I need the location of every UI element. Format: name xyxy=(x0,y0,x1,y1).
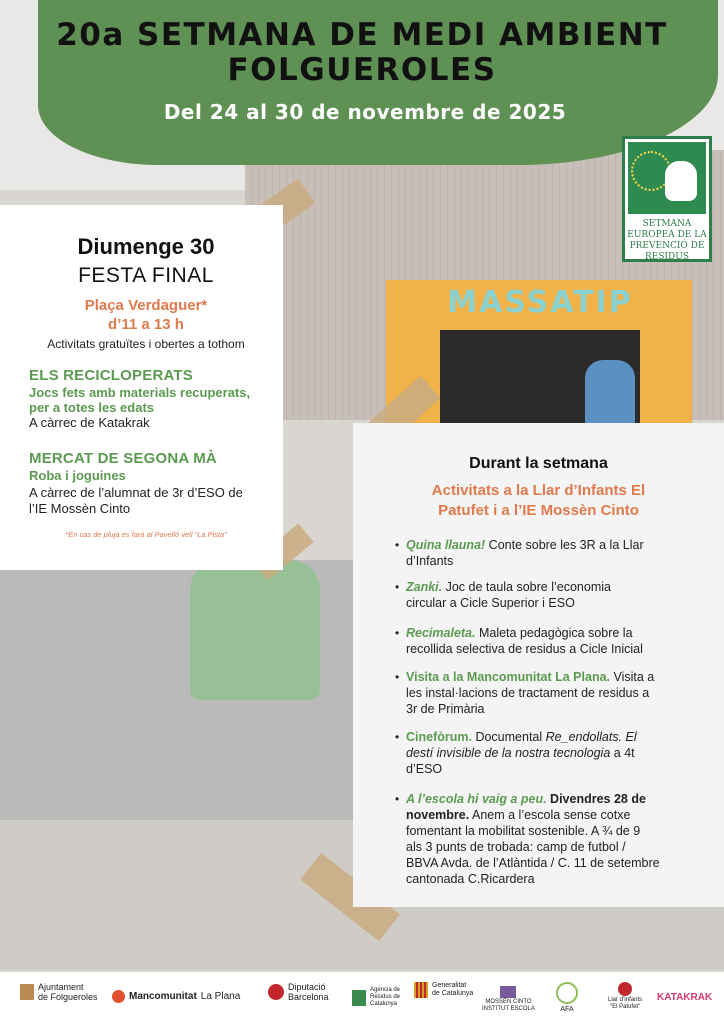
afa-logo-icon xyxy=(556,982,578,1004)
hand-ok-icon xyxy=(665,161,697,201)
activity-text: 3r de Primària xyxy=(406,702,485,716)
week-subtitle-line: Patufet i a l’IE Mossèn Cinto xyxy=(438,502,639,519)
sponsor-line: Diputació xyxy=(288,982,326,992)
sponsor-line: de Folgueroles xyxy=(38,992,98,1002)
activity-text: Joc de taula sobre l’economia xyxy=(442,580,611,594)
sponsor-llar-infants xyxy=(608,982,642,1011)
sponsor-line: Generalitat xyxy=(432,982,467,989)
activity-italic: Re_endollats. El xyxy=(545,730,637,744)
sponsor-line: KATAKRAK xyxy=(657,992,713,1003)
sponsor-line: Ajuntament xyxy=(38,982,84,992)
sponsor-line: Barcelona xyxy=(288,992,329,1002)
generalitat-logo-icon xyxy=(414,982,428,998)
activity-item xyxy=(395,537,706,569)
body-line: l’IE Mossèn Cinto xyxy=(29,501,131,516)
sunday-place-time xyxy=(0,296,292,334)
activity-text: Visita a xyxy=(610,670,655,684)
sunday-note: Activitats gratuïtes i obertes a tothom xyxy=(47,337,245,351)
sponsor-line: Agència de xyxy=(370,987,401,993)
sponsor-afa xyxy=(556,982,578,1015)
sponsor-line: Catalunya xyxy=(370,1001,398,1007)
sponsor-line: Mancomunitat xyxy=(129,990,197,1002)
event-dates: Del 24 al 30 de novembre de 2025 xyxy=(163,100,567,124)
coat-of-arms-icon xyxy=(20,984,34,1000)
week-title: Durant la setmana xyxy=(469,455,608,472)
activity-name: A l’escola hi vaig a peu. xyxy=(406,792,547,806)
activity-item xyxy=(395,579,706,611)
sponsor-agencia xyxy=(352,987,400,1008)
activity-text: Anem a l’escola sense cotxe xyxy=(469,808,631,822)
sponsor-mossen-cinto xyxy=(482,986,535,1013)
activity-item xyxy=(395,625,706,657)
section-subtitle-reciclopera xyxy=(29,385,250,415)
sponsor-line: MOSSÈN CINTO xyxy=(485,999,532,1005)
sponsor-line: AFA xyxy=(560,1006,574,1013)
activity-text: cantonada C.Ricardera xyxy=(406,872,535,886)
sponsor-line: Llar d'Infants xyxy=(608,997,643,1003)
mossen-cinto-logo-icon xyxy=(500,986,516,998)
activity-text: als 3 punts de trobada: camp de futbol / xyxy=(406,840,626,854)
activity-italic: destí invisible de la nostra tecnologia xyxy=(406,746,611,760)
activity-item xyxy=(395,669,706,717)
section-body-reciclopera: A càrrec de Katakrak xyxy=(29,415,150,430)
sunday-time: d’11 a 13 h xyxy=(108,316,184,333)
patufet-logo-icon xyxy=(618,982,632,996)
activity-name: Recimaleta. xyxy=(406,626,476,640)
week-subtitle xyxy=(353,481,724,521)
sponsor-generalitat xyxy=(414,982,473,998)
activity-item xyxy=(395,791,706,887)
sponsor-line: La Plana xyxy=(200,990,241,1002)
subtitle-line: Jocs fets amb materials recuperats, xyxy=(29,385,251,400)
activity-text: d’Infants xyxy=(406,554,454,568)
title-line-2: FOLGUEROLES xyxy=(227,52,497,88)
activity-text: les instal·lacions de tractament de residus a xyxy=(406,686,650,700)
poster-title xyxy=(0,18,724,88)
rain-note: *En cas de pluja es farà al Pavelló vell “La Pista” xyxy=(65,530,227,539)
sponsor-diputacio xyxy=(268,982,329,1002)
activity-text: Conte sobre les 3R a la Llar xyxy=(485,538,644,552)
bullet-icon: • xyxy=(395,626,400,640)
sponsor-line: de Catalunya xyxy=(432,990,474,997)
week-subtitle-line: Activitats a la Llar d’Infants El xyxy=(431,482,646,499)
sunday-place: Plaça Verdaguer* xyxy=(84,297,208,314)
activity-text: Documental xyxy=(471,730,546,744)
bullet-icon: • xyxy=(395,580,400,594)
activity-item xyxy=(395,729,706,777)
eu-week-logo xyxy=(622,136,712,262)
sponsor-katakrak xyxy=(657,993,712,1003)
sponsor-line: INSTITUT ESCOLA xyxy=(482,1006,535,1012)
section-body-mercat xyxy=(29,485,243,517)
section-subtitle-mercat: Roba i joguines xyxy=(29,468,126,483)
activity-text: recollida selectiva de residus a Cicle Inicial xyxy=(406,642,643,656)
sponsor-line: "El Patufet" xyxy=(609,1004,641,1010)
agencia-logo-icon xyxy=(352,990,366,1006)
sunday-event: FESTA FINAL xyxy=(78,264,214,287)
bullet-icon: • xyxy=(395,670,400,684)
title-line-1: 20a SETMANA DE MEDI AMBIENT xyxy=(56,17,668,53)
activity-bold: Divendres 28 de xyxy=(546,792,646,806)
activity-text: d’ESO xyxy=(406,762,443,776)
sponsor-mancomunitat xyxy=(112,990,240,1003)
activity-text: Maleta pedagògica sobre la xyxy=(475,626,633,640)
activity-text: fomentant la mobilitat sostenible. A ¾ de 9 xyxy=(406,824,641,838)
subtitle-line: per a totes les edats xyxy=(29,400,154,415)
activity-name: Cinefòrum. xyxy=(406,730,472,744)
sponsor-ajuntament xyxy=(20,982,98,1002)
bullet-icon: • xyxy=(395,730,400,744)
activity-name: Visita a la Mancomunitat La Plana. xyxy=(406,670,610,684)
activity-name: Quina llauna! xyxy=(406,538,486,552)
activity-bold: novembre. xyxy=(406,808,470,822)
activity-text: BBVA Avda. de l’Atlàntida / C. 11 de setembre xyxy=(406,856,660,870)
sunday-day: Diumenge 30 xyxy=(77,234,215,259)
bg-person-green xyxy=(190,560,320,700)
mancomunitat-logo-icon xyxy=(112,990,125,1003)
section-title-reciclopera: ELS RECICLOPERATS xyxy=(29,367,193,384)
bg-performer xyxy=(585,360,635,426)
logo-text: SETMANA EUROPEA DE LA PREVENCIÓ DE RESIDUS xyxy=(627,219,707,262)
body-line: A càrrec de l’alumnat de 3r d’ESO de xyxy=(29,485,243,500)
bullet-icon: • xyxy=(395,792,400,806)
sponsor-line: Residus de xyxy=(370,994,401,1000)
bullet-icon: • xyxy=(395,538,400,552)
activity-text: a 4t xyxy=(610,746,635,760)
activity-text: circular a Cicle Superior i ESO xyxy=(406,596,575,610)
diputacio-logo-icon xyxy=(268,984,284,1000)
activity-name: Zanki. xyxy=(406,580,443,594)
stage-sign: MASSATIP xyxy=(447,285,633,320)
section-title-mercat: MERCAT DE SEGONA MÀ xyxy=(29,450,217,467)
